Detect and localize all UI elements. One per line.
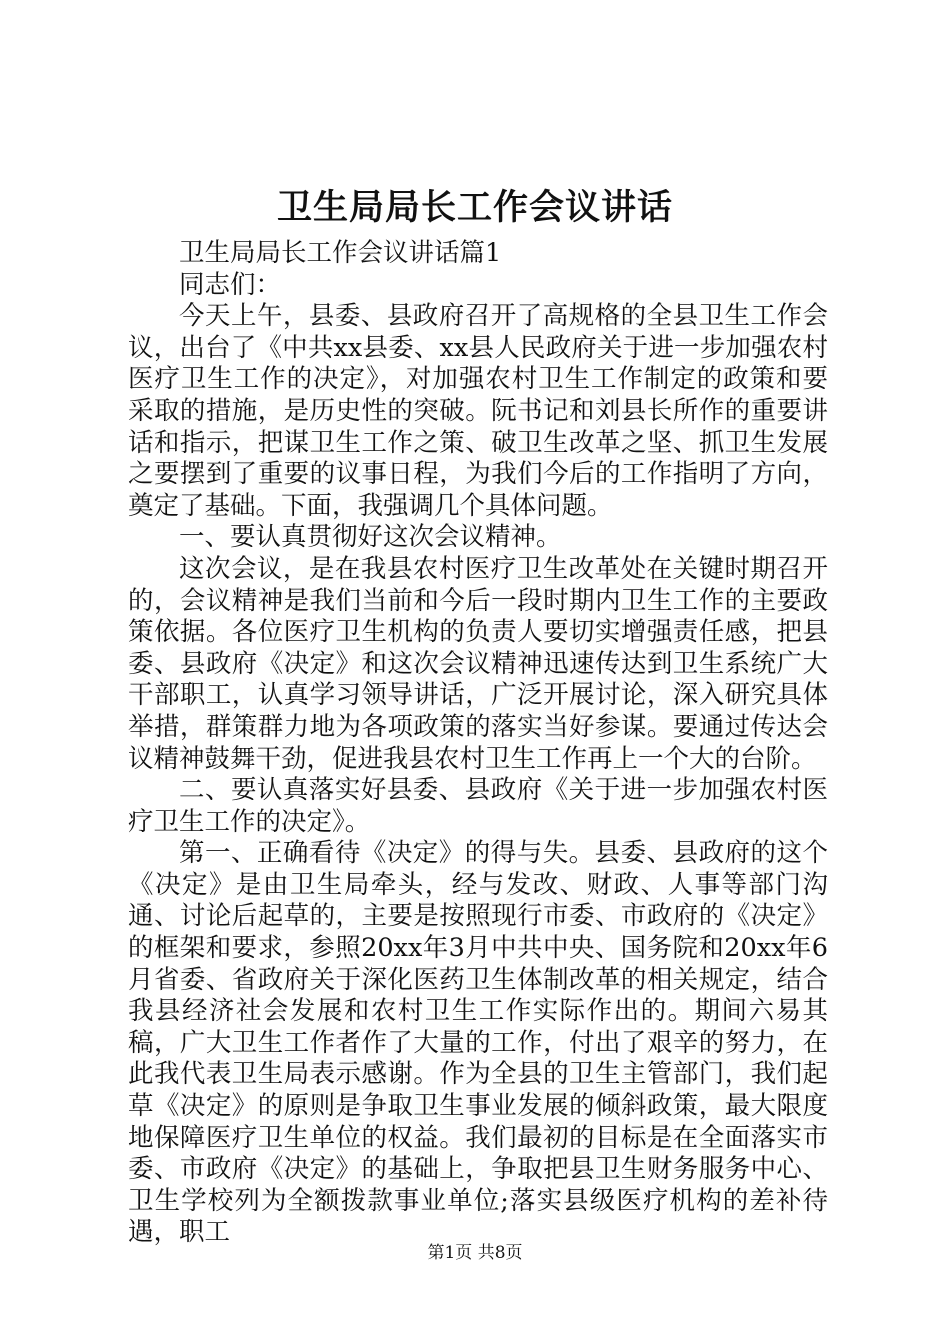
paragraph: 今天上午，县委、县政府召开了高规格的全县卫生工作会议，出台了《中共xx县委、xx县人民政府关于进一步加强农村医疗卫生工作的决定》，对加强农村卫生工作制定的政策和要采取的措施，是历史性的突破。阮书记和刘县长所作的重要讲话和指示，把谋卫生工作之策、破卫生改革之坚、抓卫生发展之要摆到了重要的议事日程，为我们今后的工作指明了方向，奠定了基础。下面，我强调几个具体问题。 xyxy=(128,301,828,521)
subheading: 二、要认真落实好县委、县政府《关于进一步加强农村医疗卫生工作的决定》。 xyxy=(128,775,828,837)
page-footer: 第1页 共8页 xyxy=(427,1243,523,1263)
subheading: 一、要认真贯彻好这次会议精神。 xyxy=(179,522,562,553)
document-title: 卫生局局长工作会议讲话 xyxy=(276,188,673,228)
paragraph: 这次会议，是在我县农村医疗卫生改革处在关键时期召开的，会议精神是我们当前和今后一段时期内卫生工作的主要政策依据。各位医疗卫生机构的负责人要切实增强责任感，把县委、县政府《决定》和这次会议精神迅速传达到卫生系统广大干部职工，认真学习领导讲话，广泛开展讨论，深入研究具体举措，群策群力地为各项政策的落实当好参谋。要通过传达会议精神鼓舞干劲，促进我县农村卫生工作再上一个大的台阶。 xyxy=(128,553,828,774)
section-heading: 卫生局局长工作会议讲话篇1 xyxy=(179,238,502,268)
document-body xyxy=(128,238,828,1249)
salutation: 同志们： xyxy=(179,269,282,300)
paragraph: 第一、正确看待《决定》的得与失。县委、县政府的这个《决定》是由卫生局牵头，经与发改、财政、人事等部门沟通、讨论后起草的，主要是按照现行市委、市政府的《决定》的框架和要求，参照20xx年3月中共中央、国务院和20xx年6月省委、省政府关于深化医药卫生体制改革的相关规定，结合我县经济社会发展和农村卫生工作实际作出的。期间六易其稿，广大卫生工作者作了大量的工作，付出了艰辛的努力，在此我代表卫生局表示感谢。作为全县的卫生主管部门，我们起草《决定》的原则是争取卫生事业发展的倾斜政策，最大限度地保障医疗卫生单位的权益。我们最初的目标是在全面落实市委、市政府《决定》的基础上，争取把县卫生财务服务中心、卫生学校列为全额拨款事业单位;落实县级医疗机构的差补待遇，职工 xyxy=(128,838,828,1248)
